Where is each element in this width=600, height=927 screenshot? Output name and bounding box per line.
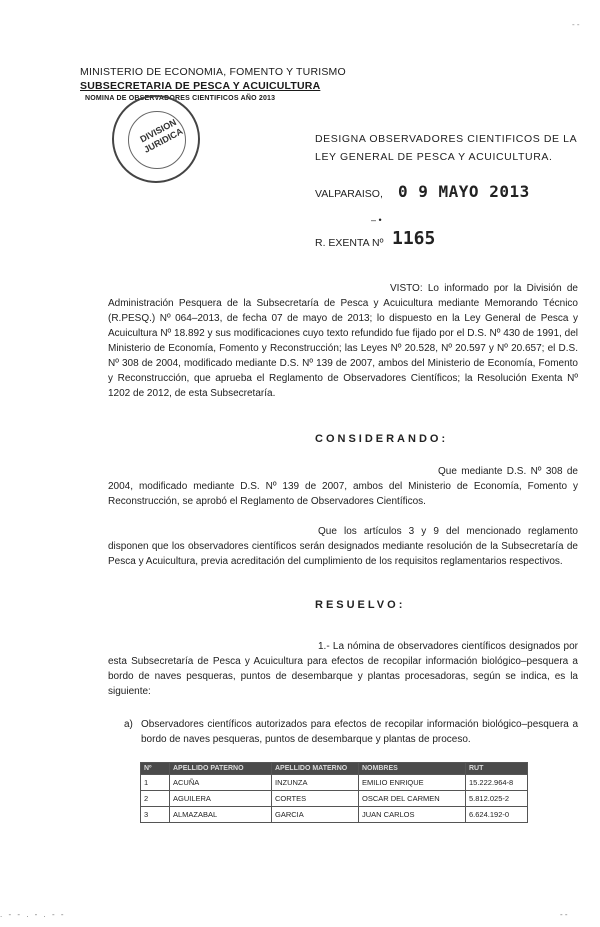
ministry-name: MINISTERIO DE ECONOMIA, FOMENTO Y TURISMO — [80, 66, 346, 78]
table-cell: JUAN CARLOS — [359, 807, 466, 823]
column-header: RUT — [466, 763, 528, 775]
table-cell: 5.812.025-2 — [466, 791, 528, 807]
page-edge-marks-right: - - — [560, 910, 568, 919]
table-cell: OSCAR DEL CARMEN — [359, 791, 466, 807]
table-cell: EMILIO ENRIQUE — [359, 775, 466, 791]
resolution-number: 1165 — [392, 228, 436, 249]
list-item-text: Observadores científicos autorizados para efectos de recopilar información biológico–pesquera a bordo de naves pesqueras, puntos de desembarque y plantas de proceso. — [141, 719, 578, 745]
table-row — [141, 791, 528, 807]
considerando-paragraph-2: Que los artículos 3 y 9 del mencionado reglamento disponen que los observadores científicos serán designados mediante resolución de la Subsecretaría de Pesca y Acuicultura, previa acreditación del cumplimiento de los requisitos reglamentarios respectivos. — [108, 526, 578, 567]
table-cell: INZUNZA — [272, 775, 359, 791]
division-juridica-stamp — [112, 95, 200, 183]
table-cell: 3 — [141, 807, 170, 823]
stamp-text: DIVISION JURIDICA — [138, 117, 185, 155]
column-header: NOMBRES — [359, 763, 466, 775]
considerando-paragraph-1: Que mediante D.S. Nº 308 de 2004, modificado mediante D.S. Nº 139 de 2007, ambos del Ministerio de Economía, Fomento y Reconstrucción, se aprobó el Reglamento de Observadores Científicos. — [108, 466, 578, 507]
check-mark: – • — [371, 215, 382, 225]
column-header: APELLIDO PATERNO — [170, 763, 272, 775]
table-header-row — [141, 763, 528, 775]
subsecretaria-name: SUBSECRETARIA DE PESCA Y ACUICULTURA — [80, 80, 321, 92]
resolution-label: R. EXENTA Nº — [315, 237, 384, 249]
scan-mark: - - — [572, 20, 580, 29]
considerando-heading: CONSIDERANDO: — [315, 433, 449, 445]
table-cell: GARCIA — [272, 807, 359, 823]
nomina-line: NOMINA DE OBSERVADORES CIENTIFICOS AÑO 2013 — [85, 95, 276, 102]
date-stamp: 0 9 MAYO 2013 — [398, 182, 530, 201]
place-label: VALPARAISO, — [315, 188, 383, 200]
table-cell: 15.222.964-8 — [466, 775, 528, 791]
list-item-label: a) — [124, 719, 133, 730]
column-header: APELLIDO MATERNO — [272, 763, 359, 775]
table-cell: 2 — [141, 791, 170, 807]
column-header: Nº — [141, 763, 170, 775]
resuelvo-heading: RESUELVO: — [315, 599, 406, 611]
table-cell: 6.624.192-0 — [466, 807, 528, 823]
table-row — [141, 807, 528, 823]
observers-table — [140, 762, 528, 823]
table-cell: AGUILERA — [170, 791, 272, 807]
table-cell: 1 — [141, 775, 170, 791]
table-cell: ACUÑA — [170, 775, 272, 791]
table-cell: CORTES — [272, 791, 359, 807]
resuelvo-paragraph-1: 1.- La nómina de observadores científicos designados por esta Subsecretaría de Pesca y Acuicultura para efectos de recopilar información biológico–pesquera a bordo de naves pesqueras, puntos de desembarque y plantas procesadoras, según se indica, es la siguiente: — [108, 641, 578, 697]
table-row — [141, 775, 528, 791]
page-edge-marks-left: . - - . - . - - — [0, 910, 66, 919]
visto-paragraph: VISTO: Lo informado por la División de Administración Pesquera de la Subsecretaría de Pesca y Acuicultura mediante Memorando Técnico (R.PESQ.) Nº 064–2013, de fecha 07 de mayo de 2013; lo dispuesto en la Ley General de Pesca y Acuicultura Nº 18.892 y sus modificaciones cuyo texto refundido fue fijado por el D.S. Nº 430 de 1991, del Ministerio de Economía, Fomento y Reconstrucción; las Leyes Nº 20.528, Nº 20.597 y Nº 20.657; el D.S. Nº 308 de 2004, modificado mediante D.S. Nº 139 de 2007, ambos del Ministerio de Economía, Fomento y Reconstrucción, que aprueba el Reglamento de Observadores Científicos; la Resolución Exenta Nº 1202 de 2012, de esta Subsecretaría. — [108, 283, 578, 399]
document-subject: DESIGNA OBSERVADORES CIENTIFICOS DE LA LEY GENERAL DE PESCA Y ACUICULTURA. — [315, 133, 577, 163]
table-cell: ALMAZABAL — [170, 807, 272, 823]
